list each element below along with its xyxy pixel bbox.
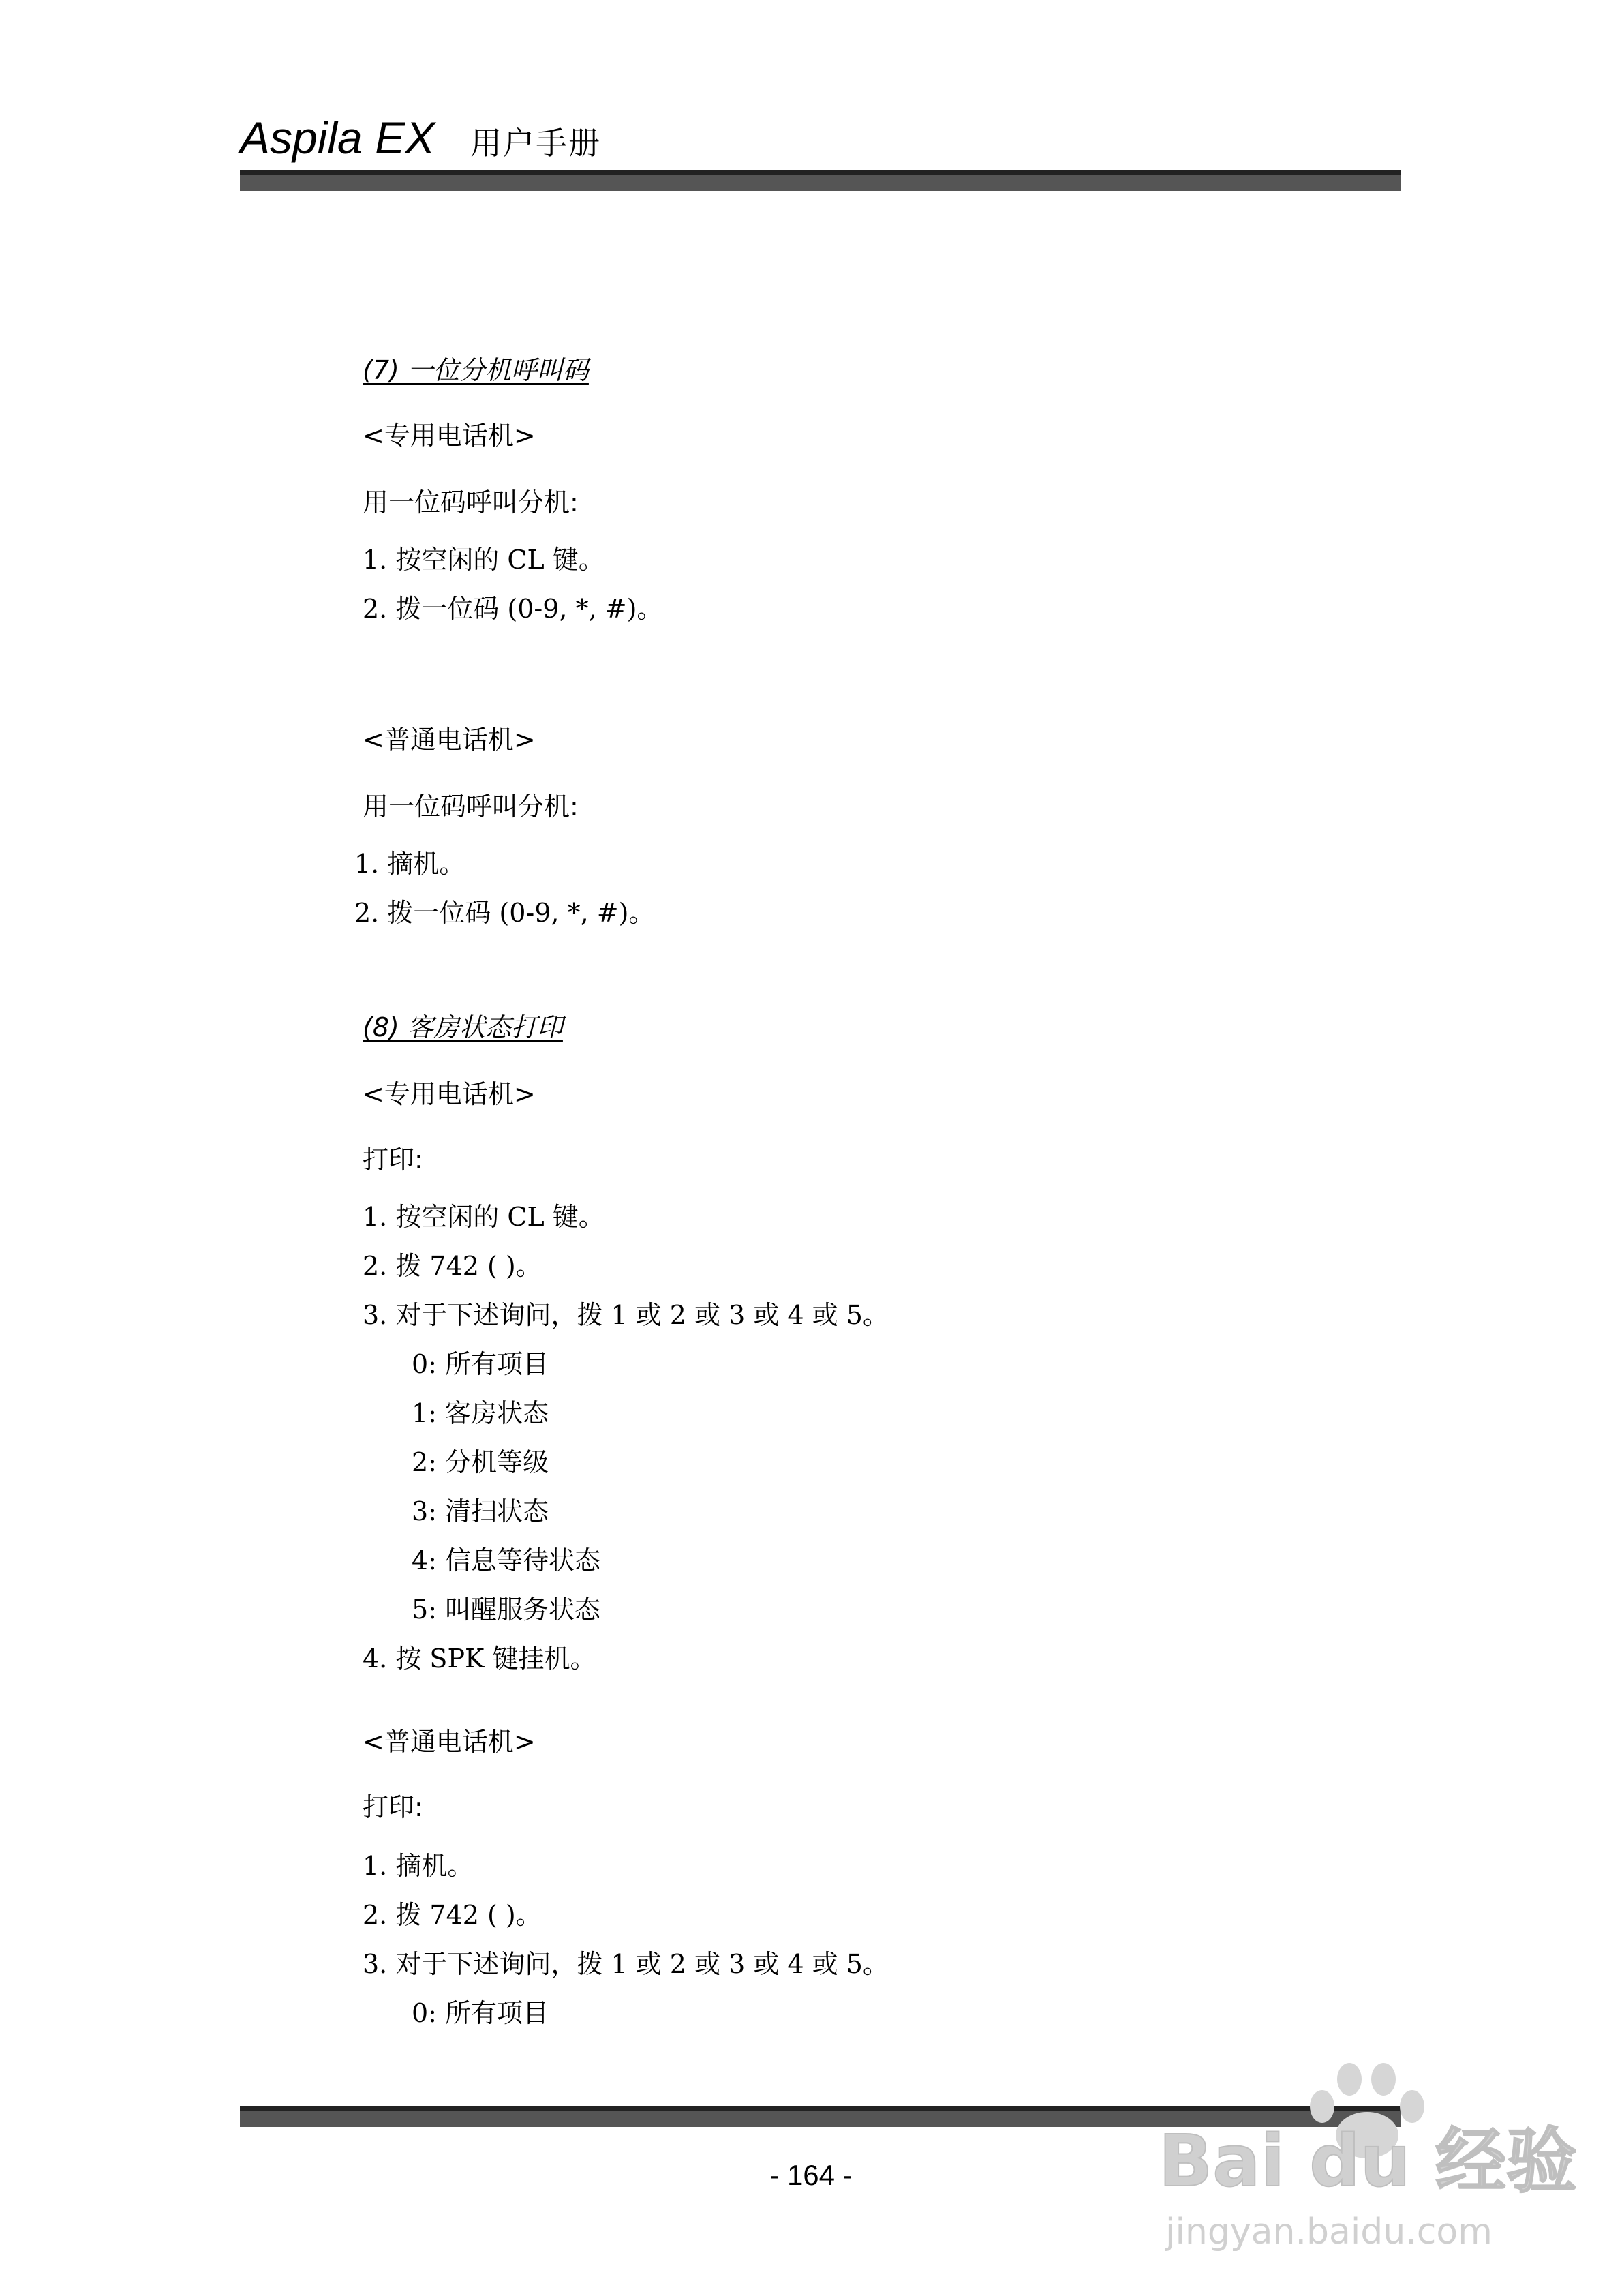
watermark-url: jingyan.baidu.com bbox=[1165, 2211, 1493, 2252]
section-8-standard-intro: 打印: bbox=[363, 1792, 423, 1822]
section-8-proprietary-intro: 打印: bbox=[363, 1145, 423, 1175]
watermark-brand: Bai du 经验 bbox=[1159, 2119, 1577, 2203]
section-7-standard-intro: 用一位码呼叫分机: bbox=[363, 791, 579, 821]
header-rule bbox=[240, 170, 1401, 191]
option-item: 1: 客房状态 bbox=[412, 1398, 549, 1428]
list-item: 3. 对于下述询问，拨 1 或 2 或 3 或 4 或 5。 bbox=[363, 1300, 889, 1330]
list-item: 4. 按 SPK 键挂机。 bbox=[363, 1644, 596, 1674]
list-item: 1. 按空闲的 CL 键。 bbox=[363, 545, 605, 575]
option-item: 2: 分机等级 bbox=[412, 1447, 549, 1477]
list-item: 1. 摘机。 bbox=[363, 1851, 474, 1881]
option-item: 4: 信息等待状态 bbox=[412, 1545, 601, 1575]
page-number: - 164 - bbox=[769, 2159, 853, 2191]
watermark bbox=[1152, 2059, 1577, 2263]
list-item: 1. 按空闲的 CL 键。 bbox=[363, 1202, 605, 1232]
list-item: 2. 拨一位码 (0-9, *, #)。 bbox=[363, 594, 663, 624]
section-8-standard-label: <普通电话机> bbox=[363, 1727, 536, 1757]
header-subtitle: 用户手册 bbox=[470, 125, 601, 162]
option-item: 3: 清扫状态 bbox=[412, 1496, 549, 1526]
section-7-title: (7) 一位分机呼叫码 bbox=[363, 355, 589, 385]
list-item: 2. 拨 742 ( )。 bbox=[363, 1900, 542, 1930]
list-item: 3. 对于下述询问，拨 1 或 2 或 3 或 4 或 5。 bbox=[363, 1949, 889, 1979]
section-7-proprietary-label: <专用电话机> bbox=[363, 421, 536, 451]
section-8-proprietary-label: <专用电话机> bbox=[363, 1079, 536, 1109]
option-item: 0: 所有项目 bbox=[412, 1998, 549, 2028]
section-7-proprietary-intro: 用一位码呼叫分机: bbox=[363, 487, 579, 517]
list-item: 2. 拨一位码 (0-9, *, #)。 bbox=[354, 898, 655, 928]
option-item: 0: 所有项目 bbox=[412, 1349, 549, 1379]
list-item: 1. 摘机。 bbox=[354, 849, 465, 879]
option-item: 5: 叫醒服务状态 bbox=[412, 1595, 601, 1625]
list-item: 2. 拨 742 ( )。 bbox=[363, 1251, 542, 1281]
section-8-title: (8) 客房状态打印 bbox=[363, 1012, 563, 1042]
header-product-name: Aspila EX bbox=[240, 112, 435, 163]
section-7-standard-label: <普通电话机> bbox=[363, 725, 536, 755]
